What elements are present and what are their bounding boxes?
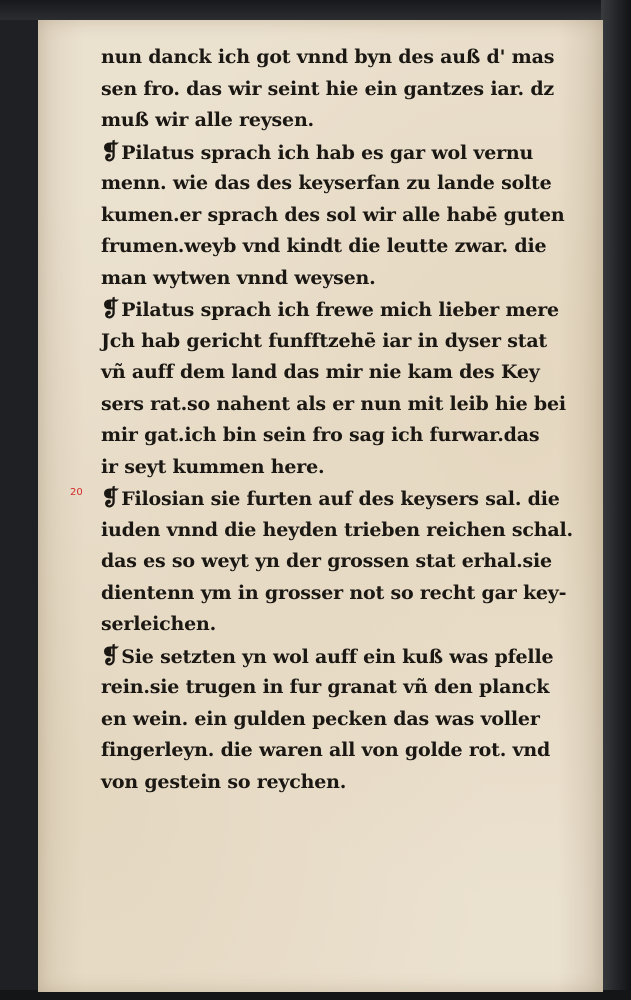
line-text: das es so weyt yn der grossen stat erhal.sie <box>101 550 552 572</box>
text-line <box>101 704 596 736</box>
text-line <box>101 515 596 547</box>
line-text: nun danck ich got vnnd byn des auß d' mas <box>101 46 555 68</box>
paragraph-mark-icon: ❡ <box>101 138 120 165</box>
text-line <box>101 389 596 421</box>
text-line <box>101 672 596 704</box>
text-line <box>101 420 596 452</box>
line-text: vñ auff dem land das mir nie kam des Key <box>101 361 540 383</box>
text-line <box>101 168 596 200</box>
text-line <box>101 42 596 74</box>
text-line <box>101 105 596 137</box>
line-text: Sie setzten yn wol auff ein kuß was pfelle <box>121 645 554 668</box>
line-text: fingerleyn. die waren all von golde rot. vnd <box>101 739 551 761</box>
line-text: iuden vnnd die heyden trieben reichen schal. <box>101 518 573 541</box>
line-text: Pilatus sprach ich frewe mich lieber mere <box>121 299 559 321</box>
line-text: menn. wie das des keyserfan zu lande solte <box>101 172 552 194</box>
line-text: en wein. ein gulden pecken das was voller <box>101 707 540 730</box>
line-text: Filosian sie furten auf des keysers sal. die <box>121 488 560 510</box>
line-text: mir gat.ich bin sein fro sag ich furwar.das <box>101 424 540 446</box>
text-line <box>101 546 596 578</box>
text-line <box>101 326 596 358</box>
text-line <box>101 609 596 641</box>
text-line <box>101 767 596 799</box>
text-line <box>101 483 596 515</box>
line-text: kumen.er sprach des sol wir alle habē guten <box>101 203 565 226</box>
paragraph-mark-icon: ❡ <box>101 296 120 322</box>
text-line <box>101 294 596 326</box>
text-line <box>101 231 596 263</box>
text-line <box>101 263 596 295</box>
text-line <box>101 578 596 610</box>
line-text: dientenn ym in grosser not so recht gar key- <box>101 581 567 604</box>
text-line <box>101 74 596 106</box>
printed-text-block <box>101 42 596 798</box>
text-line <box>101 735 596 767</box>
line-text: sers rat.so nahent als er nun mit leib hie bei <box>101 392 566 415</box>
line-text: man wytwen vnnd weysen. <box>101 266 376 289</box>
text-line <box>101 200 596 232</box>
line-text: von gestein so reychen. <box>101 770 347 793</box>
text-line <box>101 357 596 389</box>
line-text: Jch hab gericht funfftzehē iar in dyser stat <box>101 329 548 352</box>
line-number-marker: 20 <box>70 487 83 498</box>
line-text: frumen.weyb vnd kindt die leutte zwar. die <box>101 235 547 257</box>
line-text: sen fro. das wir seint hie ein gantzes iar. dz <box>101 77 555 100</box>
line-text: ir seyt kummen here. <box>101 455 325 478</box>
line-text: serleichen. <box>101 613 217 635</box>
paragraph-mark-icon: ❡ <box>101 642 120 669</box>
line-text: muß wir alle reysen. <box>101 109 314 131</box>
line-text: rein.sie trugen in fur granat vñ den planck <box>101 676 550 698</box>
paragraph-mark-icon: ❡ <box>101 485 120 511</box>
line-text: Pilatus sprach ich hab es gar wol vernu <box>121 141 534 164</box>
scan-background-top <box>0 0 631 20</box>
text-line <box>101 452 596 484</box>
text-line <box>101 641 596 673</box>
text-line <box>101 137 596 169</box>
scan-background-right <box>601 0 631 1000</box>
